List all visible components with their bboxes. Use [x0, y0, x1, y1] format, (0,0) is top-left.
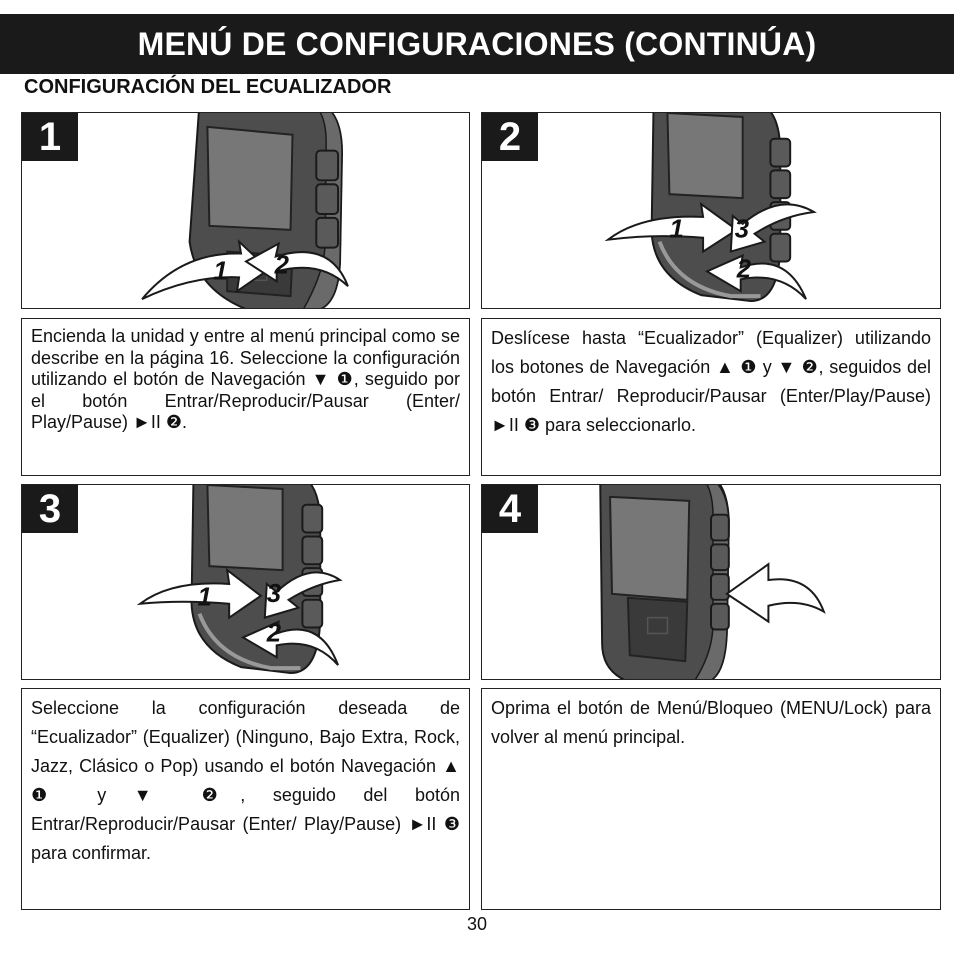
step-4-number: 4	[482, 485, 538, 533]
page-number: 30	[466, 914, 488, 934]
step-3-text: Seleccione la configuración deseada de “Ecualizador” (Equalizer) (Ninguno, Bajo Extra, Rock, Jazz, Clásico o Pop) usando el botón Navegación ▲ ❶ y ▼ ❷, seguido del botón Entrar/Reproducir/Pausar (Enter/ Play/Pause) ►II ❸ para confirmar.	[21, 688, 470, 910]
step-2-number: 2	[482, 113, 538, 161]
mp3-player-illustration	[22, 113, 469, 308]
step-3-number: 3	[22, 485, 78, 533]
mp3-player-device	[600, 485, 729, 679]
step-3-illustration	[21, 484, 470, 680]
step-2-illustration	[481, 112, 941, 309]
page-title: MENÚ DE CONFIGURACIONES (CONTINÚA)	[137, 25, 817, 62]
section-title: CONFIGURACIÓN DEL ECUALIZADOR	[24, 76, 392, 98]
mp3-player-illustration	[22, 485, 469, 679]
page-header	[0, 14, 954, 74]
step-1-text: Encienda la unidad y entre al menú principal como se describe en la página 16. Seleccione la configuración utilizando el botón de Navegación ▼ ❶, seguido por el botón Entrar/Reproducir/Pausar (Enter/ Play/Pause) ►II ❷.	[21, 318, 470, 476]
step-4-text: Oprima el botón de Menú/Bloqueo (MENU/Lock) para volver al menú principal.	[481, 688, 941, 910]
arrow-label-1: 1	[213, 257, 228, 286]
mp3-player-illustration	[482, 485, 940, 679]
arrow-label-3: 3	[266, 579, 282, 608]
arrow-label-2: 2	[736, 255, 752, 284]
arrow-label-2: 2	[274, 251, 290, 280]
arrow-menu-button	[727, 564, 824, 621]
mp3-player-illustration	[482, 113, 940, 308]
arrow-label-2: 2	[266, 619, 282, 648]
arrow-label-1: 1	[669, 215, 684, 244]
arrow-label-1: 1	[197, 583, 212, 612]
step-1-illustration	[21, 112, 470, 309]
step-1-number: 1	[22, 113, 78, 161]
step-2-text: Deslícese hasta “Ecualizador” (Equalizer) utilizando los botones de Navegación ▲ ❶ y ▼ ❷, seguidos del botón Entrar/ Reproducir/Pausar (Enter/Play/Pause) ►II ❸ para seleccionarlo.	[481, 318, 941, 476]
step-4-illustration	[481, 484, 941, 680]
arrow-label-3: 3	[734, 215, 750, 244]
